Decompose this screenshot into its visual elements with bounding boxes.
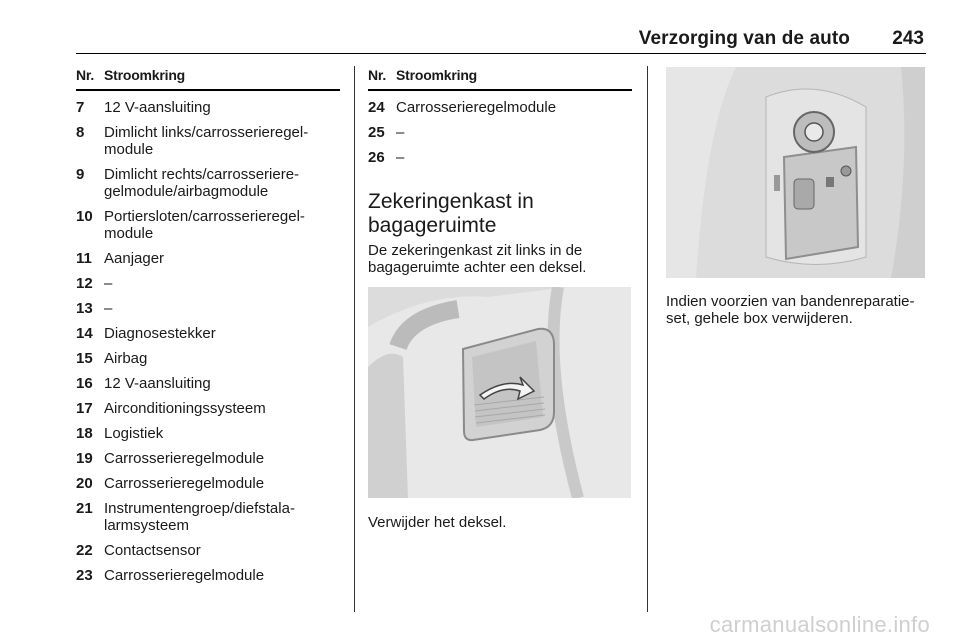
table-header <box>368 67 632 91</box>
table-row <box>76 99 340 116</box>
trunk-panel-drawing <box>368 287 631 498</box>
intro-text: De zekeringenkast zit links in de bagageruimte achter een deksel. <box>368 242 587 276</box>
section-heading: Zekeringenkast in bagageruimte <box>368 190 534 237</box>
table-row <box>76 567 340 584</box>
table-row <box>76 375 340 392</box>
row-number: 22 <box>76 542 93 559</box>
row-circuit: Carrosserieregelmodule <box>104 475 265 492</box>
header-nr: Nr. <box>368 67 387 83</box>
row-number: 14 <box>76 325 93 342</box>
table-row <box>76 166 340 200</box>
table-header <box>76 67 340 91</box>
row-circuit: – <box>104 300 113 317</box>
fuse-box-illustration <box>666 67 925 278</box>
row-number: 23 <box>76 567 93 584</box>
row-circuit: Contactsensor <box>104 542 201 559</box>
row-circuit: Logistiek <box>104 425 164 442</box>
row-circuit: Dimlicht links/carrosserieregel- module <box>104 124 309 158</box>
row-number: 9 <box>76 166 85 183</box>
row-circuit: 12 V-aansluiting <box>104 99 211 116</box>
row-number: 24 <box>368 99 385 116</box>
table-body <box>76 99 340 584</box>
header-rule <box>76 53 926 54</box>
row-circuit: Carrosserieregelmodule <box>104 450 265 467</box>
row-circuit: – <box>104 275 113 292</box>
row-number: 7 <box>76 99 85 116</box>
table-row <box>76 400 340 417</box>
table-row <box>76 425 340 442</box>
fuse-table-2 <box>368 67 632 166</box>
page-number: 243 <box>892 28 924 49</box>
row-number: 21 <box>76 500 93 517</box>
column-divider-1 <box>354 66 355 612</box>
table-body <box>368 99 632 166</box>
row-number: 26 <box>368 149 385 166</box>
row-number: 20 <box>76 475 93 492</box>
row-number: 8 <box>76 124 85 141</box>
row-number: 15 <box>76 350 93 367</box>
table-row <box>368 99 632 116</box>
header-circuit: Stroomkring <box>104 67 186 83</box>
table-row <box>76 208 340 242</box>
row-number: 11 <box>76 250 92 267</box>
header-nr: Nr. <box>76 67 95 83</box>
fuse-box-drawing <box>666 67 925 278</box>
table-row <box>76 250 340 267</box>
column-divider-2 <box>647 66 648 612</box>
table-row <box>76 350 340 367</box>
row-circuit: Portiersloten/carrosserieregel- module <box>104 208 305 242</box>
row-circuit: Diagnosestekker <box>104 325 216 342</box>
table-row <box>368 124 632 141</box>
row-number: 12 <box>76 275 93 292</box>
row-circuit: Airbag <box>104 350 148 367</box>
table-row <box>76 300 340 317</box>
row-circuit: Carrosserieregelmodule <box>396 99 557 116</box>
row-circuit: Instrumentengroep/diefstala- larmsysteem <box>104 500 295 534</box>
row-number: 16 <box>76 375 93 392</box>
trunk-panel-illustration <box>368 287 631 498</box>
header-circuit: Stroomkring <box>396 67 478 83</box>
page-header <box>76 28 926 50</box>
table-row <box>76 275 340 292</box>
row-circuit: Carrosserieregelmodule <box>104 567 265 584</box>
fuse-table-1 <box>76 67 340 584</box>
table-row <box>76 325 340 342</box>
table-row <box>76 500 340 534</box>
row-number: 13 <box>76 300 93 317</box>
row-number: 10 <box>76 208 93 225</box>
page-title: Verzorging van de auto <box>638 28 850 49</box>
table-row <box>76 475 340 492</box>
caption-remove-cover: Verwijder het deksel. <box>368 514 507 531</box>
row-circuit: – <box>396 124 405 141</box>
row-number: 25 <box>368 124 385 141</box>
row-number: 18 <box>76 425 93 442</box>
row-circuit: – <box>396 149 405 166</box>
row-circuit: 12 V-aansluiting <box>104 375 211 392</box>
row-number: 17 <box>76 400 93 417</box>
table-row <box>76 450 340 467</box>
row-circuit: Dimlicht rechts/carrosseriere- gelmodule/airbagmodule <box>104 166 300 200</box>
caption-remove-box: Indien voorzien van bandenreparatie-set, gehele box verwijderen. <box>666 293 915 327</box>
table-row <box>76 542 340 559</box>
watermark: carmanualsonline.info <box>709 612 930 637</box>
table-row <box>368 149 632 166</box>
row-circuit: Aanjager <box>104 250 165 267</box>
table-row <box>76 124 340 158</box>
row-circuit: Airconditioningssysteem <box>104 400 266 417</box>
row-number: 19 <box>76 450 93 467</box>
